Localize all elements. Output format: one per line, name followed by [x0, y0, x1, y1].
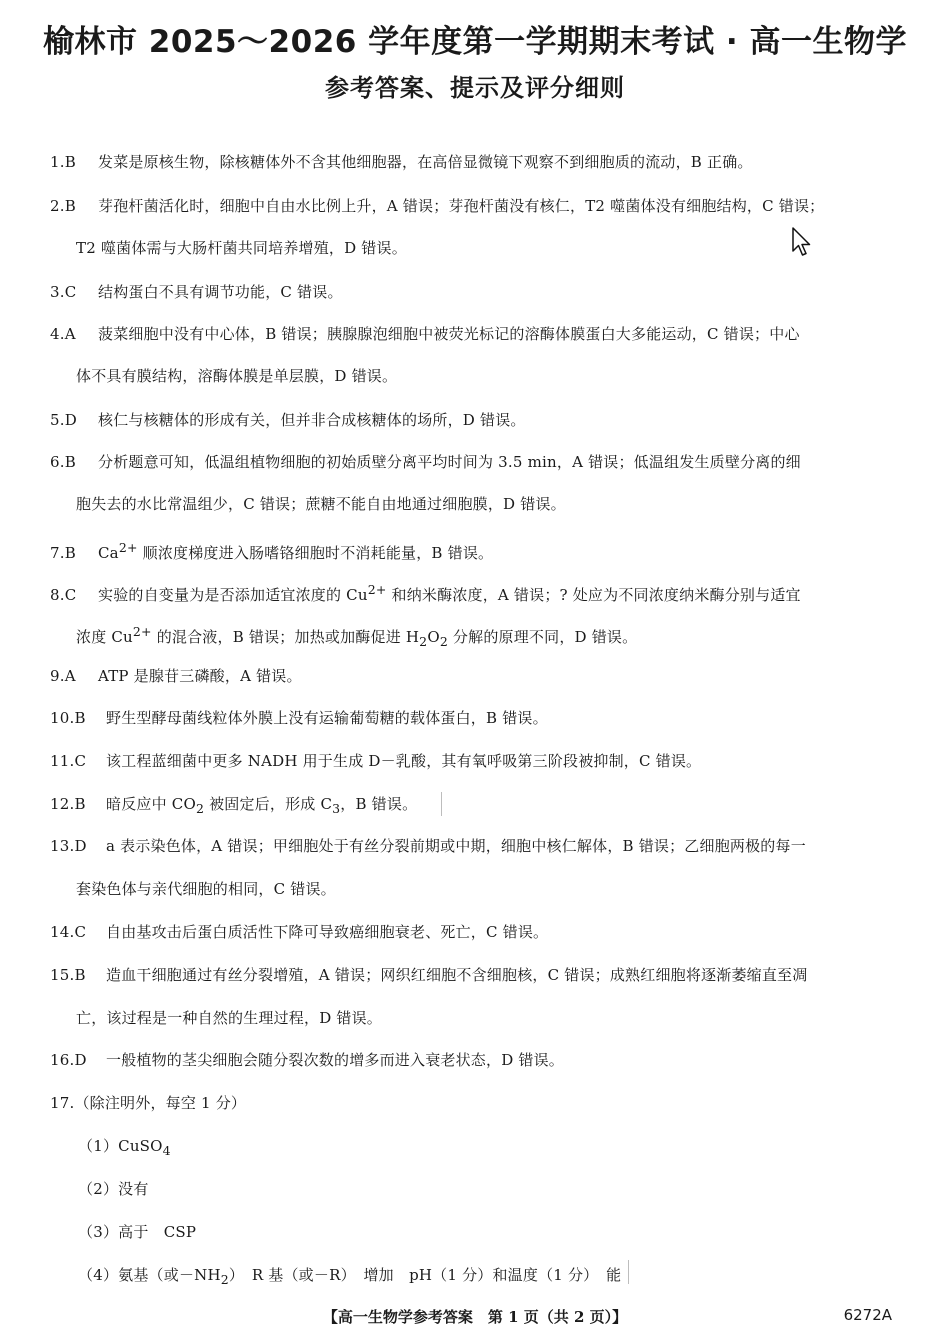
answer-number: 5.D	[50, 411, 77, 429]
answer-item	[50, 794, 417, 819]
answer-text: 分析题意可知，低温组植物细胞的初始质壁分离平均时间为 3.5 min，A 错误；低温组发生质壁分离的细	[98, 453, 801, 471]
answer-item	[50, 922, 548, 942]
question-17-part-3: （3）高于 CSP	[78, 1223, 197, 1241]
answer-continuation: 亡，该过程是一种自然的生理过程，D 错误。	[76, 1009, 382, 1027]
part-text-pre: （4）氨基（或－NH	[78, 1266, 221, 1284]
answer-number: 11.C	[50, 752, 87, 770]
answer-text-mid: 被固定后，形成 C	[204, 795, 333, 813]
answer-text: 结构蛋白不具有调节功能，C 错误。	[98, 283, 343, 301]
cont-text-mid: 的混合液，B 错误；加热或加酶促进 H	[151, 628, 420, 646]
question-17-part-1	[78, 1136, 171, 1161]
scan-artifact	[628, 1260, 629, 1284]
answer-item	[50, 410, 526, 430]
part-text: （1）CuSO	[78, 1137, 163, 1155]
page-footer: 【高一生物学参考答案 第 1 页（共 2 页）】	[322, 1308, 628, 1326]
answer-number: 6.B	[50, 453, 76, 471]
scan-artifact	[441, 792, 442, 816]
answer-continuation: 套染色体与亲代细胞的相同，C 错误。	[76, 880, 336, 898]
answer-text: 该工程蓝细菌中更多 NADH 用于生成 D－乳酸，其有氧呼吸第三阶段被抑制，C 错误。	[106, 752, 702, 770]
cont-text-pre: 浓度 Cu	[76, 628, 133, 646]
answer-continuation: T2 噬菌体需与大肠杆菌共同培养增殖，D 错误。	[76, 239, 407, 257]
subscript: 2	[220, 1272, 229, 1287]
answer-text: 芽孢杆菌活化时，细胞中自由水比例上升，A 错误；芽孢杆菌没有核仁，T2 噬菌体没有细胞结构，C 错误；	[98, 197, 825, 215]
answer-number: 16.D	[50, 1051, 87, 1069]
answer-number: 10.B	[50, 709, 86, 727]
page-subtitle: 参考答案、提示及评分细则	[325, 74, 625, 102]
page-title: 榆林市 2025～2026 学年度第一学期期末考试 · 高一生物学	[42, 24, 907, 60]
answer-number: 9.A	[50, 667, 76, 685]
answer-text-pre: Ca	[98, 544, 119, 562]
question-17-header: 17.（除注明外，每空 1 分）	[50, 1094, 247, 1112]
answer-number: 12.B	[50, 795, 86, 813]
answer-number: 13.D	[50, 837, 87, 855]
answer-continuation: 体不具有膜结构，溶酶体膜是单层膜，D 错误。	[76, 367, 398, 385]
answer-item	[50, 324, 800, 344]
answer-item	[50, 708, 548, 728]
mouse-cursor-icon	[792, 227, 812, 259]
answer-item	[50, 152, 753, 172]
answer-number: 7.B	[50, 544, 76, 562]
answer-item	[50, 666, 302, 686]
answer-number: 1.B	[50, 153, 76, 171]
subscript: 2	[419, 634, 428, 649]
part-text-post: ） R 基（或－R） 增加 pH（1 分）和温度（1 分） 能	[228, 1266, 622, 1284]
answer-text-post: 和纳米酶浓度，A 错误；? 处应为不同浓度纳米酶分别与适宜	[386, 586, 801, 604]
answer-text: 自由基攻击后蛋白质活性下降可导致癌细胞衰老、死亡，C 错误。	[106, 923, 549, 941]
answer-item	[50, 452, 801, 472]
answer-number: 2.B	[50, 197, 76, 215]
question-17-part-2: （2）没有	[78, 1180, 149, 1198]
subscript: 2	[195, 801, 205, 816]
answer-item	[50, 196, 824, 216]
superscript: 2+	[132, 624, 152, 639]
answer-item	[50, 751, 701, 771]
answer-text: 发菜是原核生物，除核糖体外不含其他细胞器，在高倍显微镜下观察不到细胞质的流动，B 正确。	[98, 153, 753, 171]
answer-item	[50, 965, 807, 985]
answer-text: a 表示染色体，A 错误；甲细胞处于有丝分裂前期或中期，细胞中核仁解体，B 错误；乙细胞两极的每一	[106, 837, 806, 855]
subscript: 4	[162, 1143, 171, 1158]
answer-number: 8.C	[50, 586, 77, 604]
answer-text-post: 顺浓度梯度进入肠嗜铬细胞时不消耗能量，B 错误。	[137, 544, 494, 562]
cont-text-mid2: O	[427, 628, 440, 646]
answer-number: 15.B	[50, 966, 86, 984]
answer-text-pre: 实验的自变量为是否添加适宜浓度的 Cu	[98, 586, 368, 604]
answer-item	[50, 836, 806, 856]
answer-item	[50, 1050, 564, 1070]
answer-continuation: 胞失去的水比常温组少，C 错误；蔗糖不能自由地通过细胞膜，D 错误。	[76, 495, 566, 513]
answer-item	[50, 282, 343, 302]
subscript: 3	[332, 801, 341, 816]
document-code: 6272A	[843, 1306, 892, 1324]
question-17-part-4	[78, 1265, 621, 1290]
answer-text: ATP 是腺苷三磷酸，A 错误。	[98, 667, 302, 685]
answer-text: 造血干细胞通过有丝分裂增殖，A 错误；网织红细胞不含细胞核，C 错误；成熟红细胞将逐渐萎缩直至凋	[106, 966, 808, 984]
answer-number: 14.C	[50, 923, 87, 941]
superscript: 2+	[118, 540, 138, 555]
answer-number: 3.C	[50, 283, 77, 301]
answer-item	[50, 580, 801, 605]
answer-text: 核仁与核糖体的形成有关，但并非合成核糖体的场所，D 错误。	[98, 411, 526, 429]
answer-text-pre: 暗反应中 CO	[106, 795, 196, 813]
answer-text: 菠菜细胞中没有中心体，B 错误；胰腺腺泡细胞中被荧光标记的溶酶体膜蛋白大多能运动，C 错误；中心	[98, 325, 800, 343]
answer-text: 一般植物的茎尖细胞会随分裂次数的增多而进入衰老状态，D 错误。	[106, 1051, 564, 1069]
cont-text-post: 分解的原理不同，D 错误。	[447, 628, 638, 646]
answer-item	[50, 538, 493, 563]
superscript: 2+	[367, 582, 387, 597]
answer-number: 4.A	[50, 325, 76, 343]
subscript: 2	[439, 634, 448, 649]
answer-text: 野生型酵母菌线粒体外膜上没有运输葡萄糖的载体蛋白，B 错误。	[106, 709, 548, 727]
answer-continuation	[76, 622, 637, 652]
answer-text-post: ，B 错误。	[340, 795, 418, 813]
